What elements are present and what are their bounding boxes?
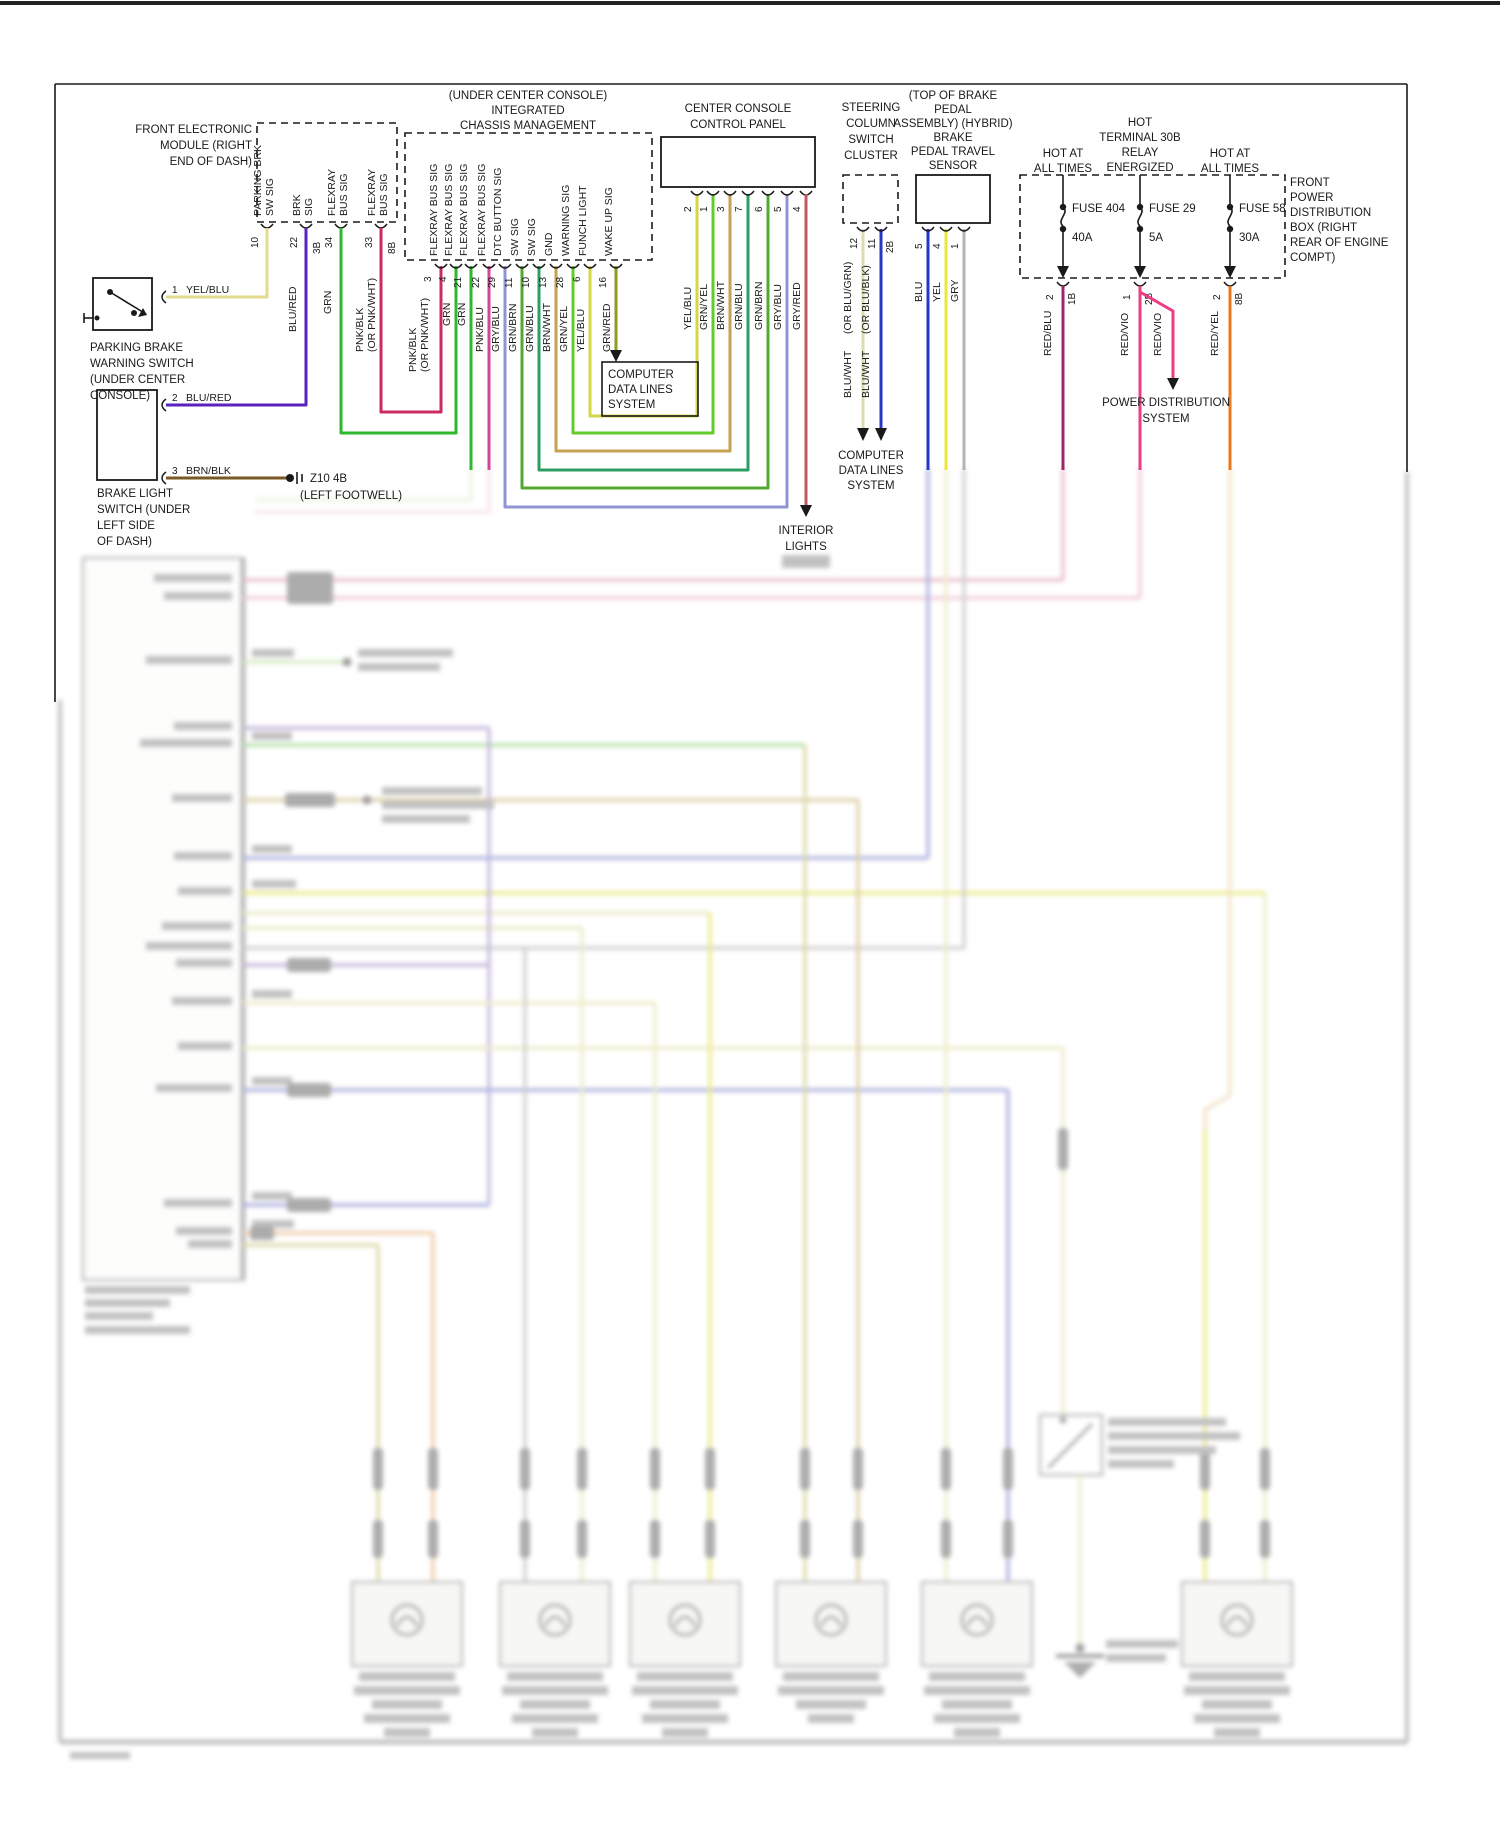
fuse-58 — [1224, 175, 1286, 278]
cccp-box — [661, 137, 815, 187]
power-box-outline — [1020, 175, 1285, 278]
sensor-pin1: 1 — [950, 243, 961, 249]
fuse-name: FUSE 404 — [1072, 203, 1126, 215]
icm-wire-label: GRY/BLU — [490, 306, 502, 352]
cccp-pin-number: 6 — [754, 206, 765, 212]
fuse-conn: 8B — [1234, 292, 1245, 305]
brake-switch-pin2: 2 — [172, 393, 178, 404]
icm-pin-number: 21 — [453, 276, 464, 288]
cdl-text: COMPUTER — [608, 369, 674, 381]
wire-red-vio-label: RED/VIO — [1152, 312, 1164, 356]
icm-title: (UNDER CENTER CONSOLE) — [448, 90, 608, 102]
cdl2-text: COMPUTER — [838, 450, 904, 462]
cccp-wire-label: GRN/BLU — [733, 283, 745, 330]
parking-switch-label: WARNING SWITCH — [90, 358, 194, 370]
cccp-title: CENTER CONSOLE — [684, 103, 792, 115]
fuse-conn: 2B — [1144, 292, 1155, 305]
cccp-pin-number: 7 — [734, 206, 745, 212]
wire-yel-blu-label: YEL/BLU — [186, 284, 230, 296]
arrow-down — [800, 505, 812, 517]
fem-pin10-number: 10 — [250, 236, 261, 248]
icm-pin-number: 29 — [487, 276, 498, 288]
steering-wire-label: BLU/WHT — [860, 350, 872, 398]
cccp-wire-label: YEL/BLU — [682, 286, 694, 330]
splice-location-label: (LEFT FOOTWELL) — [300, 490, 403, 502]
blurred-lamp-captions — [354, 1672, 1290, 1737]
cccp-pin-number: 5 — [773, 206, 784, 212]
icm-pin-number: 11 — [504, 277, 515, 288]
interior-lights-label: LIGHTS — [785, 541, 827, 553]
icm-wire-label: GRN — [456, 302, 468, 326]
parking-switch-pin1: 1 — [172, 285, 178, 296]
icm-pin-number: 3 — [423, 276, 434, 282]
icm-signal: SW SIG — [526, 218, 538, 256]
fem-label: FRONT ELECTRONIC — [135, 124, 252, 136]
hot-label: HOT — [1127, 117, 1153, 129]
steering-pin11: 11 — [867, 238, 878, 249]
steering-title: CLUSTER — [844, 150, 898, 162]
steering-alt-label: (OR BLU/BLK) — [860, 265, 872, 334]
steering-title: COLUMN — [846, 118, 896, 130]
icm-signal: GND — [543, 232, 555, 256]
cdl-text: DATA LINES — [608, 384, 673, 396]
blurred-module-label — [85, 1312, 153, 1320]
steering-conn-2b: 2B — [885, 240, 896, 253]
power-box-label: DISTRIBUTION — [1290, 207, 1372, 219]
fem-wire-pnk-label: PNK/BLK — [354, 307, 366, 352]
brake-pedal-travel-sensor — [893, 90, 1012, 470]
fuse-amp: 40A — [1072, 232, 1093, 244]
parking-brake-warning-switch — [84, 228, 267, 402]
blurred-module-label — [85, 1286, 190, 1294]
power-box-label: BOX (RIGHT — [1290, 222, 1358, 234]
brake-switch-box — [97, 390, 157, 480]
power-box-label: FRONT — [1290, 177, 1330, 189]
fem-pin22-number: 22 — [289, 236, 300, 248]
icm-pin-number: 10 — [521, 276, 532, 288]
blurred-ground — [1056, 1475, 1178, 1678]
wire-red-yel-label: RED/YEL — [1209, 311, 1221, 356]
icm-title: INTEGRATED — [491, 105, 565, 117]
hot-label: HOT AT — [1209, 148, 1251, 160]
icm-wire-label: (OR PNK/WHT) — [419, 297, 431, 372]
hot-label: ENERGIZED — [1106, 162, 1174, 174]
blurred-interior-lights-note — [782, 555, 830, 568]
blurred-module-box — [83, 558, 243, 1280]
cccp-wire-label: GRY/RED — [791, 282, 803, 330]
steering-alt-label: (OR BLU/GRN) — [842, 261, 854, 334]
cdl2-text: DATA LINES — [838, 465, 904, 477]
fuse-pin: 1 — [1122, 294, 1133, 300]
power-box-label: POWER — [1290, 192, 1334, 204]
sensor-wire-label: YEL — [931, 282, 943, 302]
brake-switch-pin3: 3 — [172, 466, 178, 477]
fuse-name: FUSE 58 — [1239, 203, 1286, 215]
steering-pin12: 12 — [849, 237, 860, 249]
fem-label: MODULE (RIGHT — [160, 140, 252, 152]
steering-box — [843, 175, 898, 223]
blurred-diagram-section — [60, 468, 1407, 1759]
blurred-module-label — [85, 1299, 170, 1307]
cccp-wire-label: GRN/BRN — [753, 281, 765, 330]
parking-switch-box — [93, 278, 152, 330]
fem-wire-blu-red-label: BLU/RED — [287, 286, 299, 332]
icm-wire-label: BRN/WHT — [541, 303, 553, 352]
icm-pin-number: 16 — [598, 276, 609, 288]
icm-pin-number: 22 — [471, 276, 482, 288]
icm-wire-label: GRN/YEL — [558, 305, 570, 352]
power-box-label: REAR OF ENGINE — [1290, 237, 1389, 249]
brake-light-switch — [97, 228, 402, 548]
fem-pin34-signal: FLEXRAY — [326, 168, 338, 216]
sensor-title: SENSOR — [928, 160, 978, 172]
hot-label: ALL TIMES — [1033, 163, 1093, 175]
brake-switch-label: BRAKE LIGHT — [97, 488, 174, 500]
icm-wire-label: PNK/BLK — [407, 327, 419, 372]
hot-label: TERMINAL 30B — [1099, 132, 1181, 144]
icm-wire-label: PNK/BLU — [474, 307, 486, 352]
icm-pin-number: 28 — [555, 276, 566, 288]
interior-lights-label: INTERIOR — [778, 525, 834, 537]
cccp-wire-label: BRN/WHT — [715, 281, 727, 330]
icm-signal: FLEXRAY BUS SIG — [476, 163, 488, 256]
cccp-title: CONTROL PANEL — [690, 119, 786, 131]
blurred-wire-labels — [252, 649, 296, 1228]
icm-wire-label: GRN/RED — [601, 303, 613, 352]
sensor-wire-label: BLU — [913, 281, 925, 302]
power-box-label: COMPT) — [1290, 252, 1336, 264]
fuse-name: FUSE 29 — [1149, 203, 1196, 215]
fuse-amp: 5A — [1149, 232, 1164, 244]
parking-switch-label: CONSOLE) — [90, 390, 151, 402]
sensor-wire-label: GRY — [949, 279, 961, 302]
parking-switch-label: (UNDER CENTER — [90, 374, 186, 386]
icm-signal: SW SIG — [509, 218, 521, 256]
wire-brn-blk-label: BRN/BLK — [186, 465, 231, 477]
brake-switch-label: OF DASH) — [97, 536, 152, 548]
power-dist-system-label: SYSTEM — [1142, 413, 1190, 425]
icm-pin-number: 4 — [438, 276, 449, 282]
fem-pin22-signal: SIG — [303, 197, 315, 216]
steering-title: SWITCH — [848, 134, 894, 146]
steering-title: STEERING — [841, 102, 901, 114]
power-dist-system-label: POWER DISTRIBUTION — [1102, 397, 1230, 409]
sensor-box — [916, 175, 990, 223]
wire-red-blu-label: RED/BLU — [1042, 310, 1054, 356]
brake-switch-label: LEFT SIDE — [97, 520, 155, 532]
fem-pin10-signal: SW SIG — [264, 178, 276, 216]
steering-wire-label: BLU/WHT — [842, 350, 854, 398]
fem-pin10-signal: PARKING BRK — [252, 145, 264, 216]
cccp-pin-number: 1 — [699, 206, 710, 212]
blurred-connectors-and-notes — [250, 572, 494, 1240]
icm-wire-label: GRN/BRN — [507, 303, 519, 352]
icm-signal: WAKE UP SIG — [603, 187, 615, 256]
cdl-text: SYSTEM — [608, 399, 656, 411]
sensor-title: PEDAL TRAVEL — [910, 146, 996, 158]
fem-pin33-number: 33 — [364, 236, 375, 248]
splice-dot — [286, 474, 294, 482]
icm-wire-label: YEL/BLU — [575, 308, 587, 352]
cccp-wire-label: GRN/YEL — [698, 283, 710, 330]
hot-label: ALL TIMES — [1200, 163, 1260, 175]
icm-signal: DTC BUTTON SIG — [492, 167, 504, 256]
fuse-404 — [1057, 175, 1126, 278]
blurred-module-label — [85, 1326, 190, 1334]
cccp-wire-label: GRY/BLU — [772, 284, 784, 330]
fuse-conn: 1B — [1067, 292, 1078, 305]
hot-label: RELAY — [1121, 147, 1159, 159]
icm-wire-label: GRN/BLU — [524, 305, 536, 352]
brake-switch-label: SWITCH (UNDER — [97, 504, 191, 516]
fem-label: END OF DASH) — [169, 156, 252, 168]
icm-pin-number: 6 — [572, 276, 583, 282]
wire-blu-red-label: BLU/RED — [186, 392, 232, 404]
steering-column-switch-cluster — [838, 102, 904, 492]
sensor-pin4: 4 — [932, 243, 943, 249]
fuse-pin: 2 — [1045, 294, 1056, 300]
fuse-pin: 2 — [1212, 294, 1223, 300]
blurred-red-yel-cont — [1205, 468, 1230, 1130]
fem-conn-3b: 3B — [312, 241, 323, 254]
sensor-pin5: 5 — [914, 243, 925, 249]
icm-wire-label: GRN — [441, 302, 453, 326]
fem-pin34-number: 34 — [324, 236, 335, 248]
icm-signal: FLEXRAY BUS SIG — [443, 163, 455, 256]
icm-signal: WARNING SIG — [560, 184, 572, 256]
fem-wire-pnk-label: (OR PNK/WHT) — [366, 277, 378, 352]
blurred-footer-text — [70, 1752, 130, 1759]
icm-pin-number: 13 — [538, 276, 549, 288]
icm-signal: FLEXRAY BUS SIG — [428, 163, 440, 256]
cccp-pin-number: 4 — [792, 206, 803, 212]
blurred-lamp-connectors — [373, 1128, 1270, 1558]
splice-z10-label: Z10 4B — [310, 473, 348, 485]
fem-pin33-signal: BUS SIG — [378, 173, 390, 216]
cdl2-text: SYSTEM — [847, 480, 895, 492]
front-power-distribution-box — [1020, 117, 1389, 470]
fem-pin34-signal: BUS SIG — [338, 173, 350, 216]
fem-pin33-signal: FLEXRAY — [366, 168, 378, 216]
parking-switch-label: PARKING BRAKE — [90, 342, 184, 354]
icm-signal: FUNCH LIGHT — [577, 185, 589, 256]
wire-blu-red — [166, 228, 306, 405]
fuse-amp: 30A — [1239, 232, 1260, 244]
fem-conn-8b: 8B — [387, 241, 398, 254]
icm-title: CHASSIS MANAGEMENT — [459, 120, 597, 132]
sensor-title: PEDAL — [934, 104, 972, 116]
fuse-29 — [1134, 175, 1196, 278]
wire-red-vio-label: RED/VIO — [1119, 312, 1131, 356]
fem-pin22-signal: BRK — [291, 194, 303, 216]
cccp-pin-number: 2 — [683, 206, 694, 212]
hot-label: HOT AT — [1042, 148, 1084, 160]
fem-wire-grn-label: GRN — [322, 290, 334, 314]
sensor-title: ASSEMBLY) (HYBRID) — [893, 118, 1013, 130]
sensor-title: BRAKE — [933, 132, 973, 144]
sensor-title: (TOP OF BRAKE — [908, 90, 998, 102]
icm-signal: FLEXRAY BUS SIG — [458, 163, 470, 256]
cccp-pin-number: 3 — [716, 206, 727, 212]
